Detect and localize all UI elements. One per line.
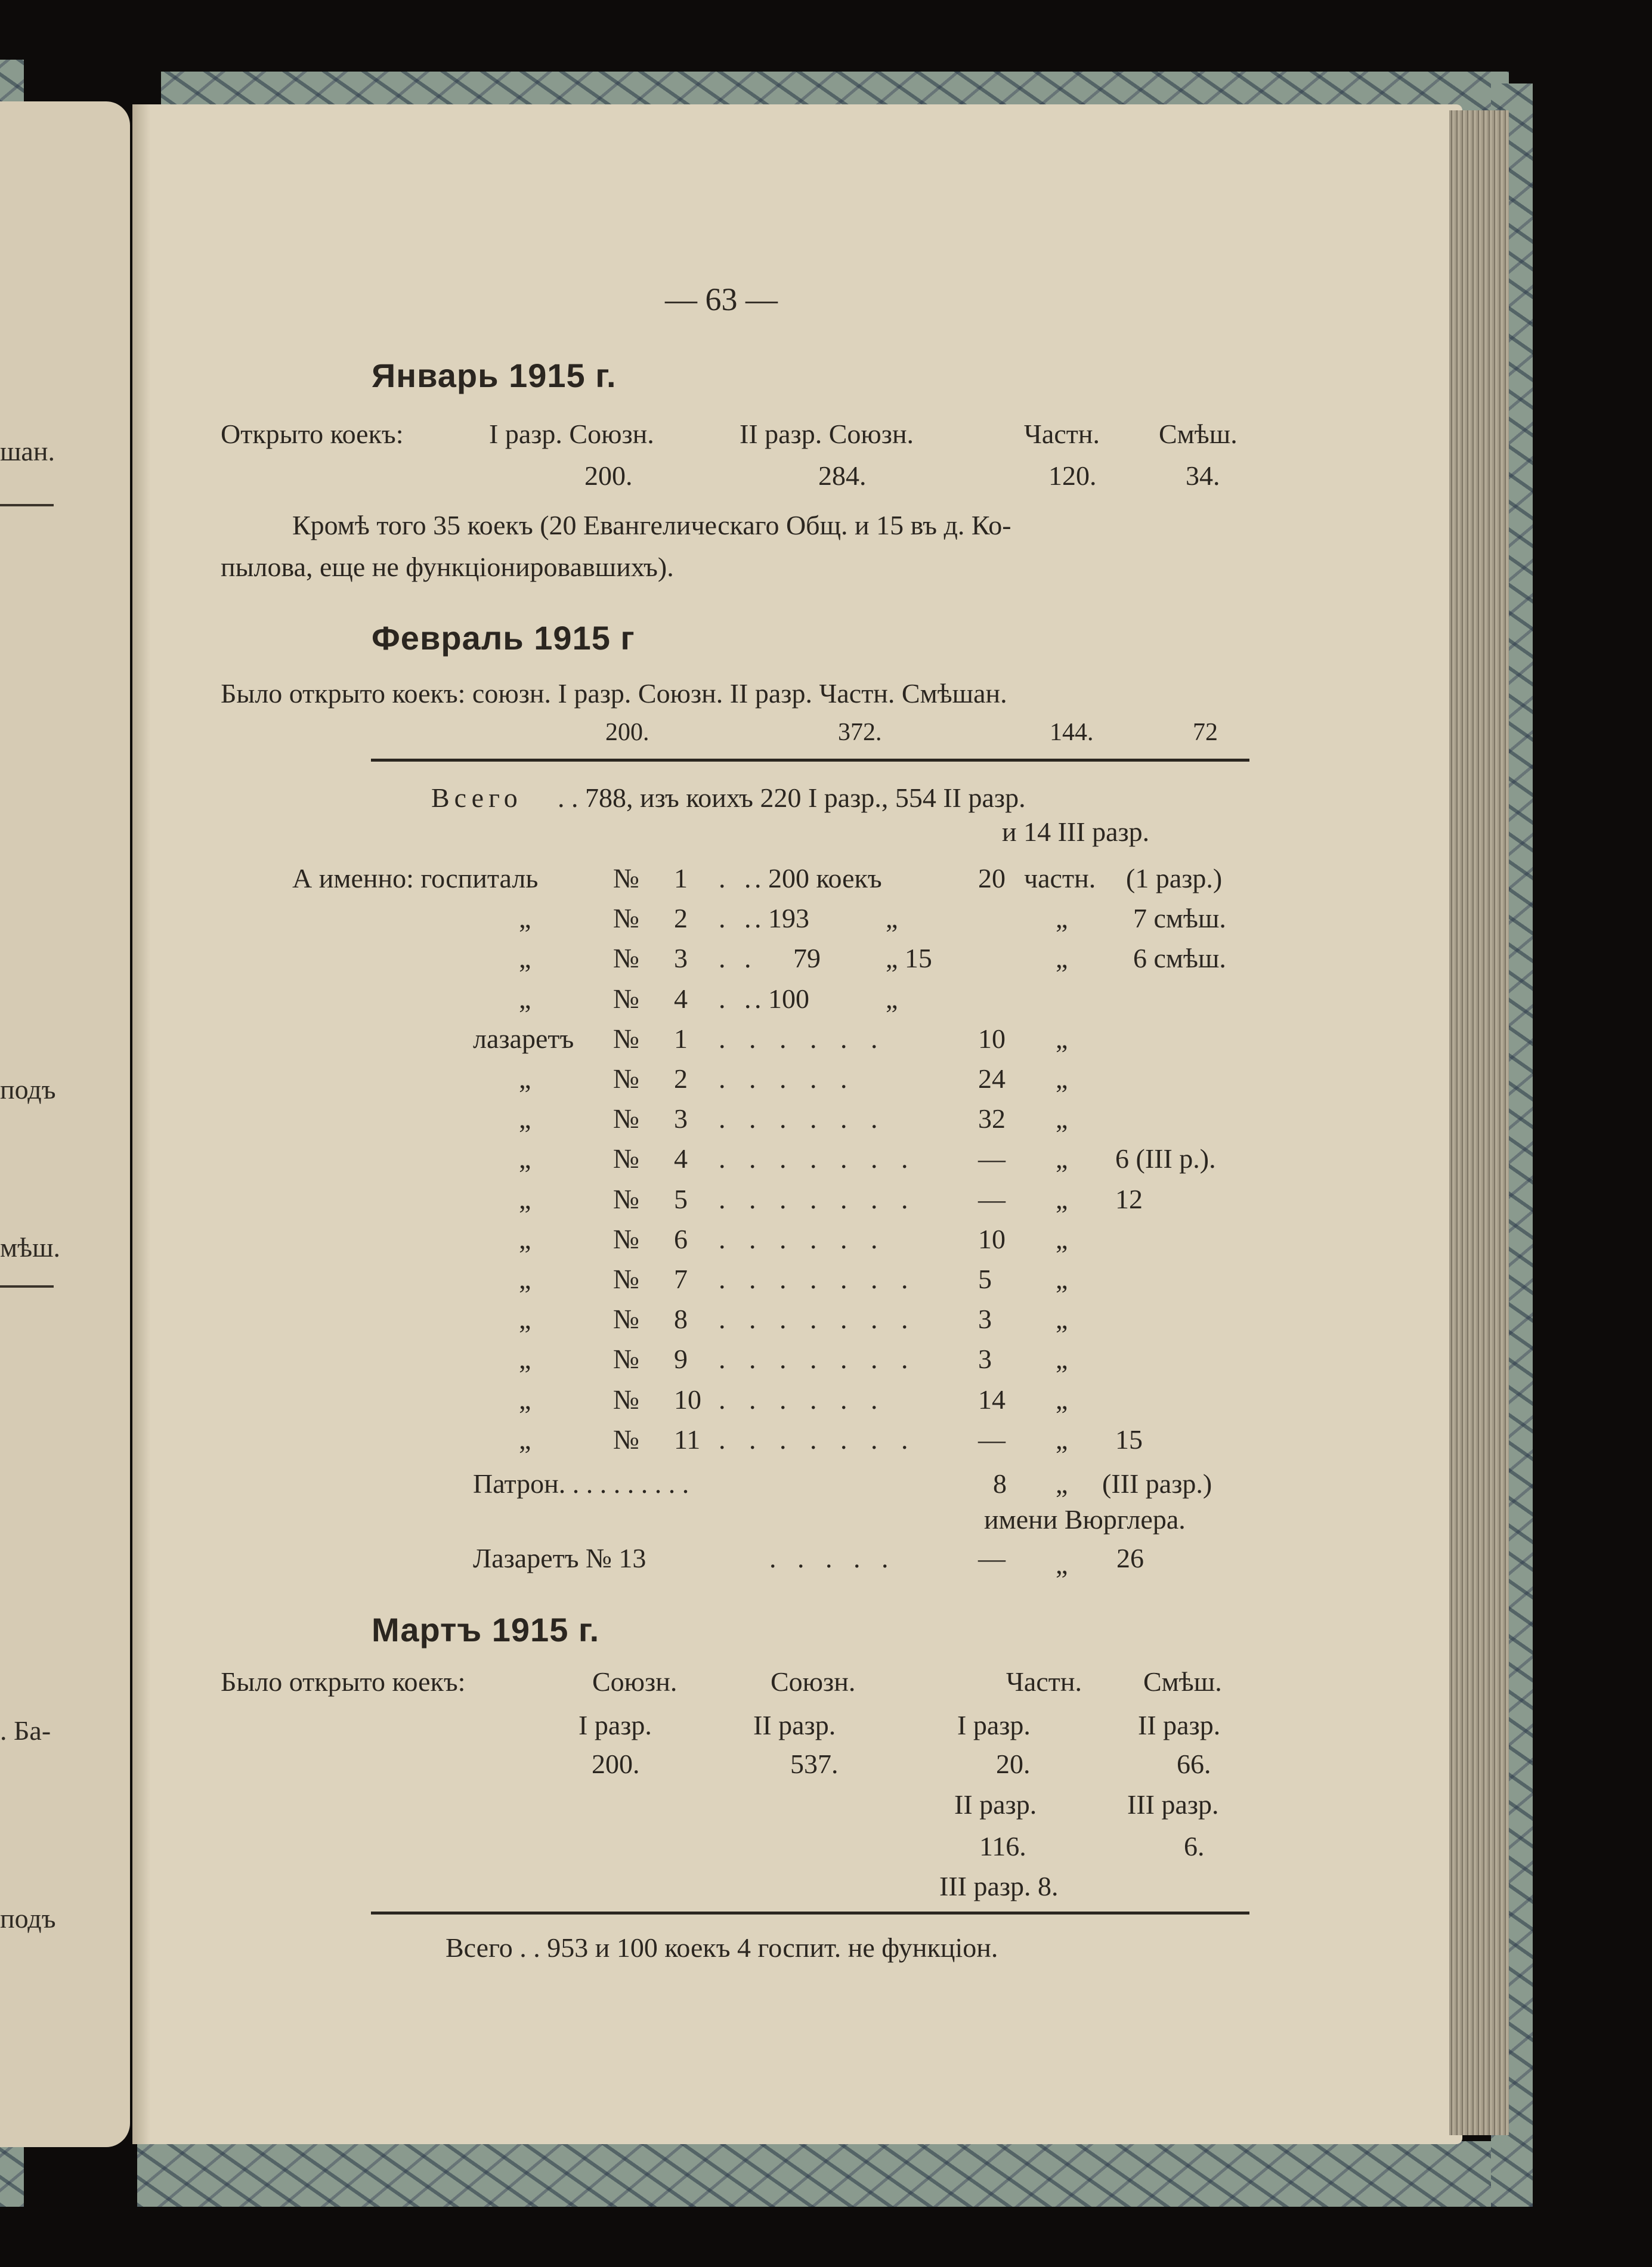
lazaret-13-quote: „ — [1056, 1549, 1068, 1579]
february-row-number-sign: № — [613, 1304, 639, 1334]
february-row-count: — — [978, 1143, 1006, 1174]
february-row-name: „ — [519, 1103, 531, 1134]
left-rule — [0, 1285, 54, 1288]
march-col-3-line: 20. — [996, 1749, 1031, 1779]
february-row-extra: 7 смѣш. — [1133, 903, 1226, 933]
february-row-count: — — [978, 1424, 1006, 1455]
book-cover-bottom — [137, 2141, 1509, 2207]
page-gutter — [132, 104, 150, 2144]
february-row-number: 10 — [674, 1384, 701, 1415]
february-row-private: „ — [886, 903, 898, 933]
february-row-number-sign: № — [613, 1184, 639, 1214]
left-page — [0, 101, 130, 2147]
march-col-1-line: Союзн. — [592, 1666, 677, 1697]
lazaret-13-label: Лазаретъ № 13 — [473, 1543, 646, 1573]
february-val-4: 72 — [1193, 719, 1218, 746]
february-row-quote: „ — [1056, 943, 1068, 973]
february-row-number: 4 — [674, 1143, 688, 1174]
february-row-private: 20 — [978, 863, 1006, 893]
february-row-number: 5 — [674, 1184, 688, 1214]
february-row-quote: „ — [1056, 1023, 1068, 1054]
february-val-1: 200. — [605, 719, 649, 746]
patron-quote: „ — [1056, 1468, 1068, 1499]
february-row-number-sign: № — [613, 1103, 639, 1134]
february-row-dots: . . . . . . . — [719, 1424, 917, 1455]
february-row-name: „ — [519, 1143, 531, 1174]
february-row-dots: . . — [719, 943, 757, 973]
february-row-quote: „ — [1056, 1424, 1068, 1455]
february-row-count: 10 — [978, 1224, 1006, 1254]
february-row-name: „ — [519, 1224, 531, 1254]
january-col-4: Смѣш. — [1159, 419, 1238, 449]
page-edges — [1449, 110, 1509, 2135]
february-row-dots: . . — [719, 983, 757, 1014]
january-heading: Январь 1915 г. — [372, 357, 617, 394]
february-row-count: . 100 — [754, 983, 809, 1014]
february-row-number: 7 — [674, 1264, 688, 1294]
lazaret-13-count: — — [978, 1543, 1006, 1573]
march-col-3-line: II разр. — [954, 1789, 1037, 1820]
february-row-number-sign: № — [613, 903, 639, 933]
february-row-quote: „ — [1056, 1224, 1068, 1254]
february-row-private: „ 15 — [886, 943, 932, 973]
march-col-3-line: Частн. — [1006, 1666, 1082, 1697]
february-row-dots: . . — [719, 903, 757, 933]
february-row-quote: частн. — [1024, 863, 1096, 893]
february-row-dots: . . . . . . — [719, 1224, 886, 1254]
january-note-line-2: пылова, еще не функціонировавшихъ). — [221, 552, 674, 582]
february-row-dots: . . — [719, 863, 757, 893]
march-total: Всего . . 953 и 100 коекъ 4 госпит. не функціон. — [446, 1932, 998, 1963]
february-row-number: 1 — [674, 863, 688, 893]
february-row-count: — — [978, 1184, 1006, 1214]
february-row-count: 32 — [978, 1103, 1006, 1134]
february-row-quote: „ — [1056, 1304, 1068, 1334]
march-col-2-line: II разр. — [753, 1710, 836, 1740]
february-row-dots: . . . . . . . — [719, 1304, 917, 1334]
january-col-3: Частн. — [1024, 419, 1100, 449]
left-fragment: подъ — [0, 1903, 56, 1934]
february-row-extra: 6 смѣш. — [1133, 943, 1226, 973]
february-row-count: 3 — [978, 1304, 992, 1334]
march-rule — [371, 1912, 1249, 1915]
february-total-line-2: и 14 III разр. — [1002, 817, 1150, 847]
february-row-name: „ — [519, 1264, 531, 1294]
march-col-3-line: III разр. 8. — [939, 1871, 1059, 1901]
march-col-3-line: I разр. — [957, 1710, 1031, 1740]
february-row-name: „ — [519, 1424, 531, 1455]
left-fragment: . Ба- — [0, 1715, 51, 1746]
february-row-number: 11 — [674, 1424, 701, 1455]
february-row-extra: 12 — [1115, 1184, 1143, 1214]
february-row-quote: „ — [1056, 1384, 1068, 1415]
february-row-name: „ — [519, 943, 531, 973]
february-row-dots: . . . . . . . — [719, 1184, 917, 1214]
march-col-2-line: Союзн. — [771, 1666, 856, 1697]
february-row-number: 6 — [674, 1224, 688, 1254]
lazaret-13-extra: 26 — [1116, 1543, 1144, 1573]
left-fragment: мѣш. — [0, 1232, 61, 1263]
january-val-4: 34. — [1186, 460, 1220, 491]
february-row-dots: . . . . . — [719, 1063, 856, 1094]
february-val-3: 144. — [1050, 719, 1094, 746]
january-val-1: 200. — [584, 460, 633, 491]
february-row-dots: . . . . . . — [719, 1384, 886, 1415]
february-row-name: „ — [519, 1304, 531, 1334]
february-row-dots: . . . . . . . — [719, 1344, 917, 1374]
march-col-1-line: 200. — [592, 1749, 640, 1779]
february-rule — [371, 759, 1249, 762]
march-col-4-line: 66. — [1177, 1749, 1211, 1779]
february-row-number: 9 — [674, 1344, 688, 1374]
february-row-extra: 6 (III р.). — [1115, 1143, 1216, 1174]
february-row-number-sign: № — [613, 863, 639, 893]
february-row-number-sign: № — [613, 1023, 639, 1054]
february-row-quote: „ — [1056, 1184, 1068, 1214]
february-row-quote: „ — [1056, 903, 1068, 933]
february-row-number: 3 — [674, 943, 688, 973]
february-total-line-1: . . 788, изъ коихъ 220 I разр., 554 II разр. — [558, 783, 1026, 813]
february-row-number-sign: № — [613, 1143, 639, 1174]
january-row-label: Открыто коекъ: — [221, 419, 404, 449]
january-col-2: II разр. Союзн. — [740, 419, 914, 449]
left-fragment: подъ — [0, 1074, 56, 1105]
february-row-count: 79 — [793, 943, 821, 973]
march-col-4-line: Смѣш. — [1143, 1666, 1222, 1697]
february-row-extra: (1 разр.) — [1126, 863, 1223, 893]
february-row-name: лазаретъ — [473, 1023, 574, 1054]
march-col-4-line: II разр. — [1138, 1710, 1221, 1740]
january-col-1: I разр. Союзн. — [489, 419, 654, 449]
february-row-name: „ — [519, 983, 531, 1014]
february-row-name: „ — [519, 1063, 531, 1094]
february-val-2: 372. — [838, 719, 882, 746]
february-row-dots: . . . . . . — [719, 1023, 886, 1054]
lazaret-13-dots: . . . . . — [769, 1543, 896, 1573]
february-row-name: „ — [519, 1384, 531, 1415]
february-row-count: 14 — [978, 1384, 1006, 1415]
february-row-quote: „ — [1056, 1103, 1068, 1134]
february-row-count: 10 — [978, 1023, 1006, 1054]
february-total-label: Всего — [431, 783, 522, 813]
march-col-4-line: 6. — [1184, 1831, 1205, 1861]
february-row-label: Было открыто коекъ: союзн. I разр. Союзн. II разр. Частн. Смѣшан. — [221, 678, 1007, 709]
left-rule — [0, 504, 54, 506]
patron-extra: (III разр.) — [1102, 1468, 1212, 1499]
march-col-4-line: III разр. — [1127, 1789, 1219, 1820]
february-row-number-sign: № — [613, 1344, 639, 1374]
february-row-count: . 193 — [754, 903, 809, 933]
february-row-quote: „ — [1056, 1344, 1068, 1374]
left-fragment: шан. — [0, 436, 55, 466]
february-row-number: 4 — [674, 983, 688, 1014]
february-row-number-sign: № — [613, 1264, 639, 1294]
march-col-3-line: 116. — [979, 1831, 1026, 1861]
february-row-number: 3 — [674, 1103, 688, 1134]
february-row-number-sign: № — [613, 1384, 639, 1415]
february-row-dots: . . . . . . — [719, 1103, 886, 1134]
february-row-count: 3 — [978, 1344, 992, 1374]
january-val-2: 284. — [818, 460, 867, 491]
february-row-extra: 15 — [1115, 1424, 1143, 1455]
patron-label: Патрон. . . . . . . . . . — [473, 1468, 689, 1499]
february-row-number-sign: № — [613, 943, 639, 973]
february-row-number-sign: № — [613, 1424, 639, 1455]
patron-line-2: имени Вюрглера. — [984, 1504, 1186, 1535]
february-row-name: „ — [519, 1184, 531, 1214]
february-row-number: 1 — [674, 1023, 688, 1054]
february-row-number: 8 — [674, 1304, 688, 1334]
page-number: — 63 — — [665, 282, 778, 317]
february-row-count: . 200 коекъ — [754, 863, 882, 893]
february-row-dots: . . . . . . . — [719, 1264, 917, 1294]
february-row-quote: „ — [1056, 1143, 1068, 1174]
february-heading: Февраль 1915 г — [372, 619, 635, 657]
march-col-2-line: 537. — [790, 1749, 839, 1779]
january-val-3: 120. — [1048, 460, 1097, 491]
february-row-number: 2 — [674, 1063, 688, 1094]
february-row-quote: „ — [1056, 1063, 1068, 1094]
february-row-name: А именно: госпиталь — [292, 863, 539, 893]
march-row-label: Было открыто коекъ: — [221, 1666, 466, 1697]
january-note-line-1: Кромѣ того 35 коекъ (20 Евангелическаго Общ. и 15 въ д. Ко- — [292, 510, 1011, 540]
march-col-1-line: I разр. — [578, 1710, 652, 1740]
patron-count: 8 — [993, 1468, 1007, 1499]
february-row-count: 24 — [978, 1063, 1006, 1094]
february-row-number-sign: № — [613, 1063, 639, 1094]
february-row-name: „ — [519, 903, 531, 933]
march-heading: Мартъ 1915 г. — [372, 1611, 600, 1649]
february-row-number-sign: № — [613, 1224, 639, 1254]
february-row-count: 5 — [978, 1264, 992, 1294]
february-row-private: „ — [886, 983, 898, 1014]
february-row-quote: „ — [1056, 1264, 1068, 1294]
february-row-dots: . . . . . . . — [719, 1143, 917, 1174]
february-row-name: „ — [519, 1344, 531, 1374]
february-row-number-sign: № — [613, 983, 639, 1014]
february-row-number: 2 — [674, 903, 688, 933]
